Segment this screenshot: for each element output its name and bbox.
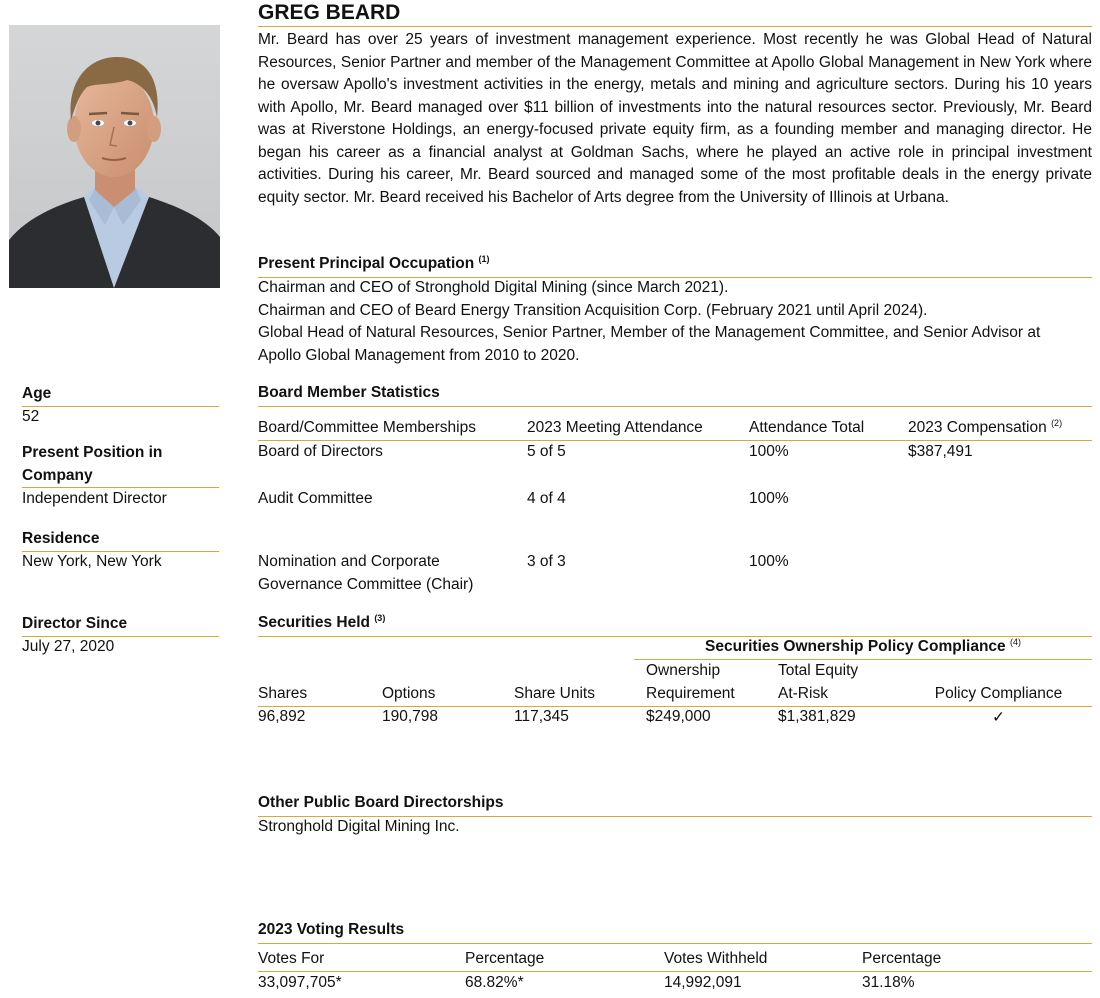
board-row-attendance: 5 of 5: [527, 443, 566, 460]
policy-title: Securities Ownership Policy Compliance: [705, 638, 1006, 655]
header-compensation: [908, 417, 1062, 440]
header-compensation-label: 2023 Compensation: [908, 419, 1047, 436]
value-total-equity: $1,381,829: [778, 708, 856, 725]
board-row-membership: Nomination and Corporate Governance Committee (Chair): [258, 553, 474, 593]
occupation-list: [258, 277, 1092, 367]
board-row-total: 100%: [749, 490, 789, 507]
securities-title: Securities Held: [258, 614, 370, 631]
age-value: 52: [22, 408, 40, 425]
board-row-membership: Audit Committee: [258, 490, 373, 507]
board-row-compensation: $387,491: [908, 443, 973, 460]
policy-footnote: (4): [1009, 637, 1021, 647]
header-policy-compliance: Policy Compliance: [934, 685, 1063, 702]
value-shares: 96,892: [258, 708, 306, 725]
header-percentage-for: Percentage: [465, 950, 545, 967]
header-share-units: Share Units: [514, 685, 595, 702]
occupation-title: Present Principal Occupation: [258, 255, 475, 272]
securities-heading: [258, 612, 1092, 637]
board-stats-header-row: [258, 417, 1092, 441]
occupation-footnote: (1): [478, 254, 490, 264]
header-attendance-total: Attendance Total: [749, 419, 865, 436]
value-percentage-for: 68.82%*: [465, 974, 524, 991]
header-total-equity: [778, 660, 858, 705]
director-bio: Mr. Beard has over 25 years of investment management experience. Most recently he was Global Head of Natural Resources, Senior Partner and member of the Management Committee at Apollo Global Management in New York where he oversaw Apollo's investment activities in the energy, metals and mining and agriculture sectors. During his 10 years with Apollo, Mr. Beard managed over $11 billion of investments into the natural resources sector. Previously, Mr. Beard was at Riverstone Holdings, an energy-focused private equity firm, as a founding member and managing director. He began his career as a financial analyst at Goldman Sachs, where he played an active role in principal investment activities. During his career, Mr. Beard sourced and managed some of the most profitable deals in the energy private equity sector. Mr. Beard received his Bachelor of Arts degree from the University of Illinois at Urbana.: [258, 31, 1092, 206]
occupation-line: Chairman and CEO of Beard Energy Transition Acquisition Corp. (February 2021 until April 2024).: [258, 301, 928, 319]
header-equity-line1: Total Equity: [778, 662, 859, 679]
occupation-line: Global Head of Natural Resources, Senior Partner, Member of the Management Committee, and Senior Advisor at Apollo Global Management from 2010 to 2020.: [258, 324, 1041, 364]
value-percentage-withheld: 31.18%: [862, 974, 915, 991]
header-options: Options: [382, 685, 436, 702]
policy-compliance-heading: [634, 636, 1092, 660]
director-since-value: July 27, 2020: [22, 638, 115, 655]
header-ownership-line1: Ownership: [646, 662, 721, 679]
header-memberships: Board/Committee Memberships: [258, 419, 476, 436]
board-row-membership: Board of Directors: [258, 443, 383, 460]
compliance-check-icon: ✓: [992, 709, 1005, 726]
header-shares: Shares: [258, 685, 308, 702]
director-since-label: Director Since: [22, 613, 219, 637]
value-votes-withheld: 14,992,091: [664, 974, 742, 991]
value-share-units: 117,345: [514, 708, 569, 725]
board-row-attendance: 4 of 4: [527, 490, 566, 507]
header-equity-line2: At-Risk: [778, 684, 828, 702]
other-boards-heading: Other Public Board Directorships: [258, 792, 1092, 817]
header-ownership-requirement: [646, 660, 735, 705]
value-options: 190,798: [382, 708, 439, 725]
header-votes-withheld: Votes Withheld: [664, 950, 768, 967]
value-ownership-requirement: $249,000: [646, 708, 711, 725]
value-votes-for: 33,097,705*: [258, 974, 342, 991]
board-row-total: 100%: [749, 553, 789, 570]
occupation-heading: [258, 253, 1092, 278]
position-label: Present Position in Company: [22, 442, 219, 488]
age-label: Age: [22, 383, 219, 407]
residence-label: Residence: [22, 528, 219, 552]
header-meeting-attendance: 2023 Meeting Attendance: [527, 419, 703, 436]
header-percentage-withheld: Percentage: [862, 950, 942, 967]
securities-footnote: (3): [374, 613, 386, 623]
portrait-image: [9, 25, 220, 288]
compensation-footnote: (2): [1051, 418, 1063, 428]
header-votes-for: Votes For: [258, 950, 325, 967]
board-stats-heading: Board Member Statistics: [258, 382, 1092, 407]
residence-value: New York, New York: [22, 553, 162, 570]
header-ownership-line2: Requirement: [646, 684, 735, 702]
director-photo: [9, 25, 220, 288]
voting-heading: 2023 Voting Results: [258, 919, 1092, 944]
occupation-line: Chairman and CEO of Stronghold Digital Mining (since March 2021).: [258, 279, 729, 296]
position-value: Independent Director: [22, 490, 167, 507]
board-row-attendance: 3 of 3: [527, 553, 566, 570]
board-row-total: 100%: [749, 443, 789, 460]
other-boards-value: Stronghold Digital Mining Inc.: [258, 818, 460, 835]
director-name: GREG BEARD: [258, 0, 1092, 27]
